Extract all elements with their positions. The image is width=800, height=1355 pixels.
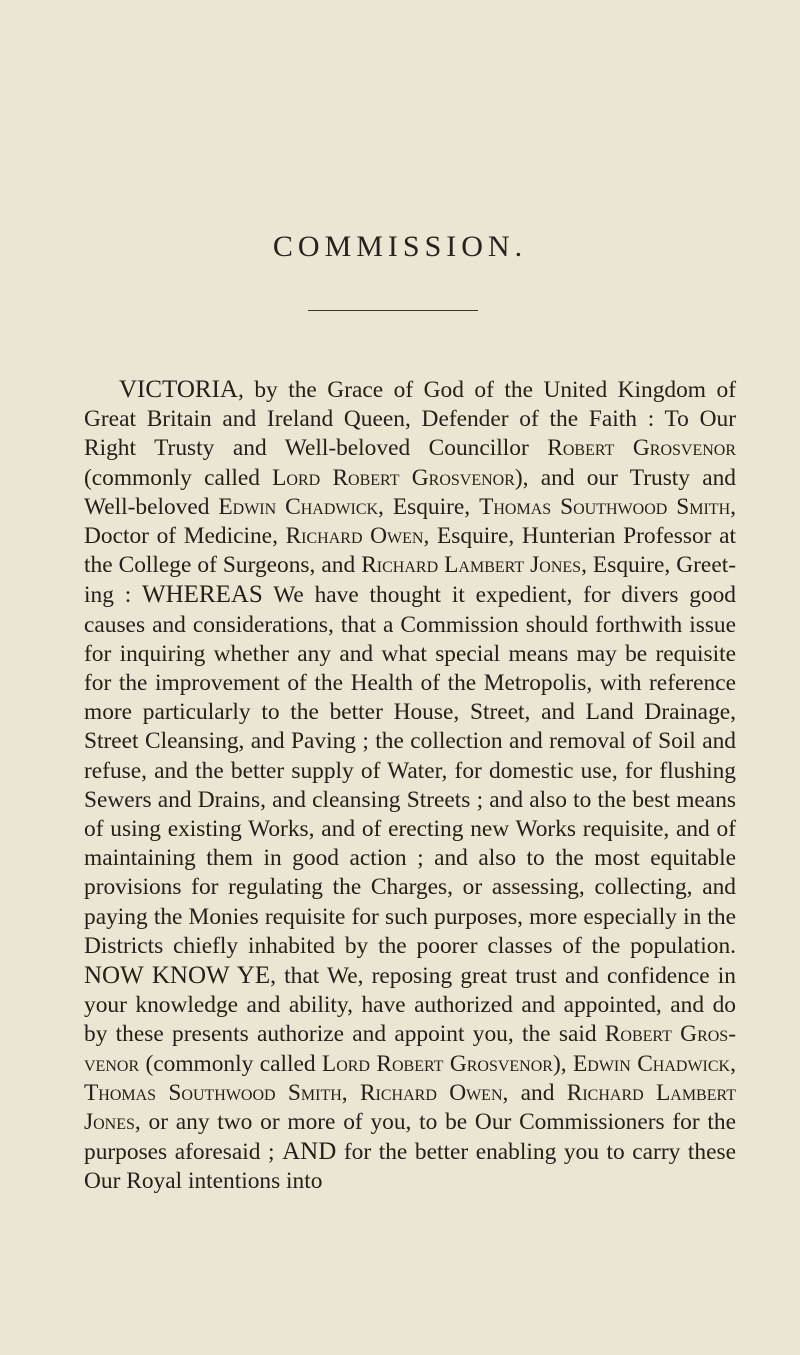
name-run: Richard Owen bbox=[285, 523, 424, 550]
page-title: COMMISSION. bbox=[272, 230, 528, 263]
text-run: , that We, reposing great trust and confidence in your knowledge and ability, have authorized and appointed, and do by these presents authorize and appoint you, the said bbox=[84, 963, 736, 1048]
name-run: Lord Robert Grosvenor bbox=[272, 464, 515, 491]
text-run: , Esquire, Greeting : bbox=[84, 552, 736, 609]
title-rule bbox=[308, 310, 478, 311]
name-run: Richard Lambert Jones bbox=[361, 552, 582, 579]
text-run: ), bbox=[552, 1050, 573, 1077]
text-run: (commonly called bbox=[139, 1050, 322, 1077]
emphasis-run: NOW KNOW YE bbox=[84, 962, 271, 990]
text-run: , or any two or more of you, to be Our Commissioners for the purposes aforesaid ; bbox=[84, 1109, 736, 1166]
name-run: Thomas Southwood Smith bbox=[84, 1079, 342, 1106]
text-run: , bbox=[730, 1050, 736, 1077]
name-run: Robert Grosvenor bbox=[547, 435, 737, 462]
text-run: , by the Grace of God of the United Kingdom of Great Britain and Ireland Queen, Defender of the Faith : To Our Right Trusty and Well-beloved Councillor bbox=[84, 377, 736, 462]
name-run: Richard Lambert Jones bbox=[84, 1079, 736, 1136]
name-run: Lord Robert Grosvenor bbox=[321, 1050, 553, 1077]
name-run: Richard Owen bbox=[359, 1079, 503, 1106]
emphasis-run: VICTORIA bbox=[119, 376, 238, 403]
text-run: ), and our Trusty and Well-beloved bbox=[84, 464, 736, 520]
text-run: , Esquire, Hunterian Professor at the College of Surgeons, and bbox=[84, 523, 736, 579]
text-run: , and bbox=[502, 1079, 567, 1106]
name-run: Thomas Southwood Smith bbox=[479, 493, 731, 520]
name-run: Edwin Chadwick bbox=[218, 493, 379, 520]
proclamation-paragraph bbox=[84, 375, 736, 1197]
text-run: for the better enabling you to carry these Our Royal intentions into bbox=[84, 1139, 736, 1195]
name-run: Robert Grosvenor bbox=[84, 1021, 736, 1077]
text-run: (commonly called bbox=[84, 464, 273, 491]
text-run: We have thought it expedient, for divers good causes and considerations, that a Commission should forthwith issue for inquiring whether any and what special means may be requisite for the improvement of the Health of the Metropolis, with reference more particularly to the better House, Street, and Land Drainage, Street Cleansing, and Paving ; the collection and removal of Soil and refuse, and the better supply of Water, for domestic use, for flushing Sewers and Drains, and cleansing Streets ; and also to the best means of using existing Works, and of erecting new Works requisite, and of maintaining them in good action ; and also to the most equitable provisions for regulating the Charges, or assessing, collecting, and paying the Monies requisite for such purposes, more especially in the Districts chiefly inhabited by the poorer classes of the population. bbox=[84, 582, 737, 959]
text-run: , Esquire, bbox=[378, 493, 480, 520]
text-run: , Doctor of Medicine, bbox=[84, 493, 736, 550]
text-run: , bbox=[341, 1079, 360, 1106]
emphasis-run: WHEREAS bbox=[142, 581, 263, 609]
name-run: Edwin Chadwick bbox=[572, 1050, 731, 1077]
emphasis-run: AND bbox=[282, 1138, 337, 1166]
